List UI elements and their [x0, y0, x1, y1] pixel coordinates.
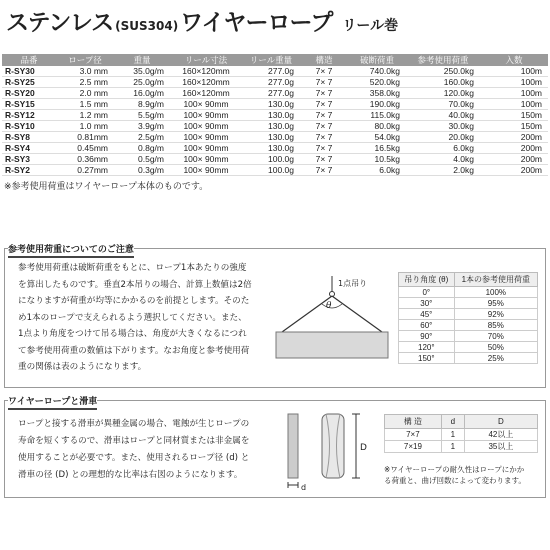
table-cell: R-SY25: [2, 77, 56, 88]
table-cell: 277.0g: [242, 77, 300, 88]
col-header: 重量: [114, 54, 170, 66]
angle-symbol: θ: [326, 301, 332, 311]
angle-header-row: [399, 273, 538, 287]
spec-row: [2, 132, 548, 143]
title-main-a: ステンレス: [6, 10, 114, 36]
col-header: リール重量: [242, 54, 300, 66]
table-cell: 100m: [480, 66, 548, 77]
angle-row: [399, 331, 538, 342]
table-cell: 358.0kg: [348, 88, 406, 99]
table-cell: 0.3g/m: [114, 165, 170, 176]
table-cell: 200m: [480, 132, 548, 143]
table-cell: 100× 90mm: [170, 143, 242, 154]
table-cell: 70.0kg: [406, 99, 480, 110]
page-title: [6, 4, 398, 38]
load-note-paragraph: [18, 260, 280, 376]
table-cell: R-SY12: [2, 110, 56, 121]
angle-row: [399, 342, 538, 353]
table-cell: 6.0kg: [348, 165, 406, 176]
right-sling: [332, 296, 382, 332]
table-cell: 7× 7: [300, 66, 348, 77]
table-cell: 7× 7: [300, 132, 348, 143]
table-cell: 160×120mm: [170, 88, 242, 99]
table-cell: 1: [441, 429, 464, 441]
para-line: ロープと接する滑車が異種金属の場合、電蝕が生じロープの: [18, 419, 250, 429]
pulley-D-label: D: [360, 443, 367, 453]
table-cell: R-SY4: [2, 143, 56, 154]
spec-row: [2, 165, 548, 176]
table-cell: 2.5 mm: [56, 77, 114, 88]
col-header: リール寸法: [170, 54, 242, 66]
rope-section: [288, 414, 298, 478]
table-cell: 30.0kg: [406, 121, 480, 132]
table-cell: 7× 7: [300, 77, 348, 88]
para-line: 参考使用荷重は破断荷重をもとに、ロープ1本あたりの強度: [18, 263, 247, 273]
col-header: 破断荷重: [348, 54, 406, 66]
table-cell: 200m: [480, 143, 548, 154]
table-cell: 25%: [454, 353, 537, 364]
table-cell: 150°: [399, 353, 455, 364]
table-cell: 100m: [480, 99, 548, 110]
table-cell: 100%: [454, 287, 537, 298]
table-cell: 130.0g: [242, 121, 300, 132]
title-spec: (SUS304): [115, 19, 179, 33]
table-cell: 130.0g: [242, 110, 300, 121]
angle-row: [399, 309, 538, 320]
para-line: を算出したものです。垂直2本吊りの場合、計算上数値は2倍: [18, 279, 252, 290]
table-cell: 250.0kg: [406, 66, 480, 77]
sling-label: 1点吊り: [338, 279, 368, 288]
col-header: 吊り角度 (θ): [399, 273, 455, 287]
table-cell: 160.0kg: [406, 77, 480, 88]
ratio-table: [384, 414, 538, 453]
table-cell: 100× 90mm: [170, 165, 242, 176]
table-cell: 0.81mm: [56, 132, 114, 143]
title-main-b: ワイヤーロープ: [180, 10, 333, 36]
table-cell: 115.0kg: [348, 110, 406, 121]
table-cell: 16.5kg: [348, 143, 406, 154]
table-cell: 740.0kg: [348, 66, 406, 77]
table-cell: 7× 7: [300, 110, 348, 121]
para-line: 使用することが必要です。また、使用されるロープ径 (d) と: [18, 453, 250, 463]
table-cell: R-SY10: [2, 121, 56, 132]
para-line: 寿命を短くするので、滑車はロープと同材質または非金属を: [18, 436, 250, 446]
note-line: ※ワイヤーロープの耐久性はロープにかか: [384, 465, 525, 474]
table-cell: 7×19: [385, 441, 442, 453]
angle-row: [399, 298, 538, 309]
table-cell: R-SY15: [2, 99, 56, 110]
table-cell: 200m: [480, 154, 548, 165]
angle-row: [399, 320, 538, 331]
table-cell: 0°: [399, 287, 455, 298]
spec-row: [2, 99, 548, 110]
table-cell: 45°: [399, 309, 455, 320]
table-cell: 1: [441, 441, 464, 453]
table-cell: 30°: [399, 298, 455, 309]
table-cell: 4.0kg: [406, 154, 480, 165]
para-line: になりますが荷重が均等にかかるのを前提とします。そのた: [18, 296, 250, 306]
table-cell: 277.0g: [242, 66, 300, 77]
spec-footnote: ※参考使用荷重はワイヤーロープ本体のものです。: [4, 182, 209, 192]
table-cell: 5.5g/m: [114, 110, 170, 121]
table-cell: 85%: [454, 320, 537, 331]
col-header: 参考使用荷重: [406, 54, 480, 66]
spec-row: [2, 77, 548, 88]
table-cell: 7×7: [385, 429, 442, 441]
spec-row: [2, 154, 548, 165]
table-cell: 35以上: [464, 441, 537, 453]
title-sub: リール巻: [342, 18, 399, 34]
table-cell: 42以上: [464, 429, 537, 441]
col-header: 構 造: [385, 415, 442, 429]
ratio-header-row: [385, 415, 538, 429]
table-cell: R-SY3: [2, 154, 56, 165]
table-cell: 100× 90mm: [170, 110, 242, 121]
spec-table-body: [2, 66, 548, 176]
para-line: め1本のロープで支えられるよう選択してください。また、: [18, 312, 247, 323]
table-cell: 520.0kg: [348, 77, 406, 88]
table-cell: 7× 7: [300, 143, 348, 154]
para-line: て参考使用荷重の数値は下がります。なお角度と参考使用荷: [18, 345, 250, 356]
table-cell: 40.0kg: [406, 110, 480, 121]
table-cell: 0.5g/m: [114, 154, 170, 165]
table-cell: 50%: [454, 342, 537, 353]
rope-d-label: d: [301, 483, 307, 492]
angle-table-body: [399, 287, 538, 364]
table-cell: 90°: [399, 331, 455, 342]
table-cell: 200m: [480, 165, 548, 176]
table-cell: 70%: [454, 331, 537, 342]
table-cell: R-SY20: [2, 88, 56, 99]
table-cell: 16.0g/m: [114, 88, 170, 99]
table-cell: 130.0g: [242, 99, 300, 110]
para-line: 滑車の径 (D) との理想的な比率は右図のようになります。: [18, 470, 243, 480]
sling-diagram: [270, 272, 400, 372]
table-cell: 7× 7: [300, 121, 348, 132]
table-cell: 60°: [399, 320, 455, 331]
table-cell: 1.5 mm: [56, 99, 114, 110]
table-cell: 10.5kg: [348, 154, 406, 165]
table-cell: 100× 90mm: [170, 121, 242, 132]
table-cell: 20.0kg: [406, 132, 480, 143]
table-cell: 80.0kg: [348, 121, 406, 132]
table-cell: 100× 90mm: [170, 132, 242, 143]
table-cell: 2.0kg: [406, 165, 480, 176]
col-header: D: [464, 415, 537, 429]
col-header: 品番: [2, 54, 56, 66]
left-sling: [282, 296, 332, 332]
table-cell: 100× 90mm: [170, 154, 242, 165]
angle-row: [399, 287, 538, 298]
table-cell: 0.45mm: [56, 143, 114, 154]
spec-row: [2, 66, 548, 77]
table-cell: 25.0g/m: [114, 77, 170, 88]
table-cell: R-SY30: [2, 66, 56, 77]
pulley-wheel: [322, 414, 344, 478]
table-cell: 7× 7: [300, 88, 348, 99]
table-cell: 190.0kg: [348, 99, 406, 110]
ratio-row: [385, 429, 538, 441]
pulley-note-paragraph: [18, 416, 280, 484]
table-cell: 120°: [399, 342, 455, 353]
table-cell: 8.9g/m: [114, 99, 170, 110]
table-cell: 160×120mm: [170, 77, 242, 88]
table-cell: R-SY8: [2, 132, 56, 143]
spec-row: [2, 143, 548, 154]
ratio-table-body: [385, 429, 538, 453]
table-cell: 3.0 mm: [56, 66, 114, 77]
note-line: る荷重と、曲げ回数によって変わります。: [384, 476, 526, 485]
spec-row: [2, 121, 548, 132]
pulley-diagram: [280, 410, 380, 494]
table-cell: 0.27mm: [56, 165, 114, 176]
table-cell: 7× 7: [300, 154, 348, 165]
table-cell: 1.0 mm: [56, 121, 114, 132]
hook-ring: [330, 292, 335, 297]
table-cell: 92%: [454, 309, 537, 320]
angle-table: [398, 272, 538, 364]
angle-row: [399, 353, 538, 364]
table-cell: 7× 7: [300, 165, 348, 176]
col-header: 入数: [480, 54, 548, 66]
table-cell: 1.2 mm: [56, 110, 114, 121]
angle-arc: [322, 304, 342, 308]
pulley-footnote: [384, 464, 544, 486]
col-header: 構造: [300, 54, 348, 66]
table-cell: 2.0 mm: [56, 88, 114, 99]
table-cell: R-SY2: [2, 165, 56, 176]
table-cell: 150m: [480, 121, 548, 132]
table-cell: 130.0g: [242, 132, 300, 143]
spec-row: [2, 110, 548, 121]
table-cell: 160×120mm: [170, 66, 242, 77]
table-cell: 100m: [480, 88, 548, 99]
table-cell: 100.0g: [242, 154, 300, 165]
table-cell: 2.5g/m: [114, 132, 170, 143]
col-header: 1本の参考使用荷重: [454, 273, 537, 287]
table-cell: 35.0g/m: [114, 66, 170, 77]
load-block: [276, 332, 388, 358]
col-header: ロープ径: [56, 54, 114, 66]
table-cell: 7× 7: [300, 99, 348, 110]
spec-table: [2, 54, 548, 176]
table-cell: 3.9g/m: [114, 121, 170, 132]
table-cell: 100m: [480, 77, 548, 88]
table-cell: 100.0g: [242, 165, 300, 176]
table-cell: 0.8g/m: [114, 143, 170, 154]
table-cell: 100× 90mm: [170, 99, 242, 110]
table-cell: 150m: [480, 110, 548, 121]
table-cell: 95%: [454, 298, 537, 309]
table-cell: 277.0g: [242, 88, 300, 99]
table-cell: 6.0kg: [406, 143, 480, 154]
table-cell: 130.0g: [242, 143, 300, 154]
ratio-row: [385, 441, 538, 453]
pulley-note-heading: ワイヤーロープと滑車: [8, 394, 97, 410]
col-header: d: [441, 415, 464, 429]
table-cell: 54.0kg: [348, 132, 406, 143]
table-cell: 0.36mm: [56, 154, 114, 165]
table-cell: 120.0kg: [406, 88, 480, 99]
spec-header-row: [2, 54, 548, 66]
para-line: 重の関係は表のようになります。: [18, 362, 147, 372]
load-note-heading: 参考使用荷重についてのご注意: [8, 242, 134, 258]
spec-row: [2, 88, 548, 99]
para-line: 1点より角度をつけて吊る場合は、角度が大きくなるにつれ: [18, 329, 247, 339]
